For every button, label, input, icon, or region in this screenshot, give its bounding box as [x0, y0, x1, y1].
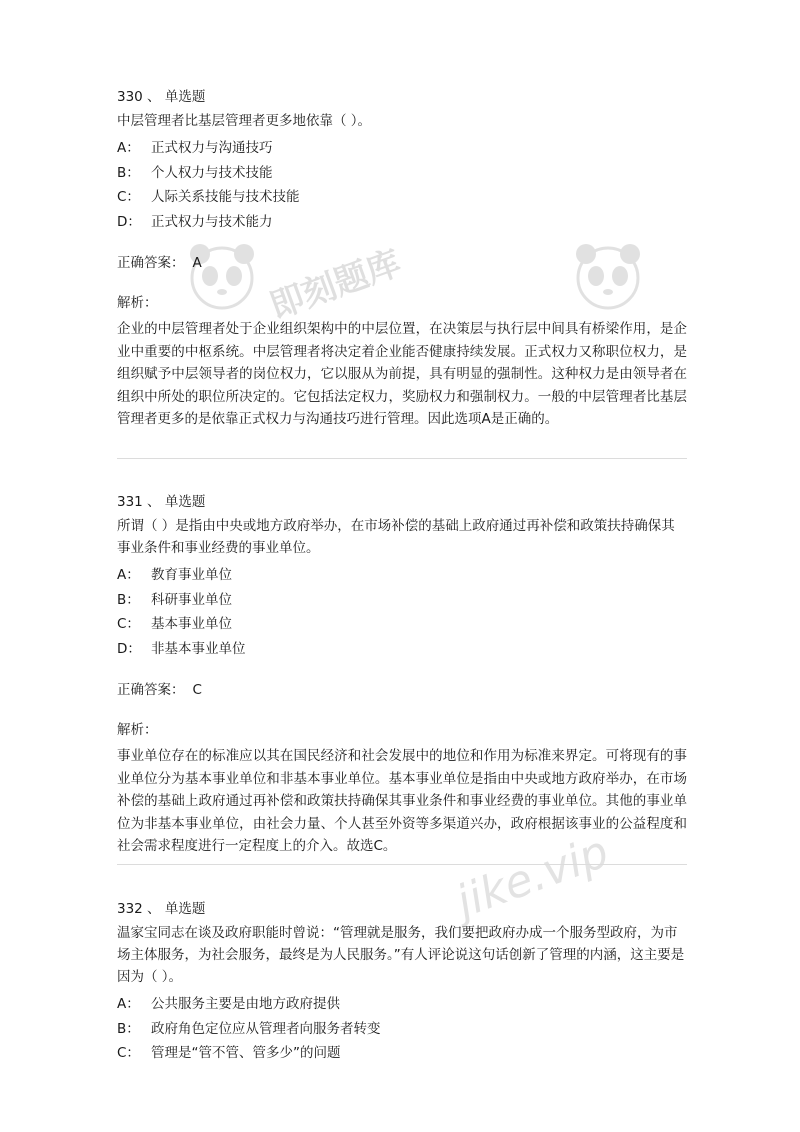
- option-c: C： 管理是“管不管、管多少”的问题: [117, 1045, 341, 1061]
- analysis-label: 解析：: [117, 295, 158, 311]
- option-a: A： 正式权力与沟通技巧: [117, 140, 273, 156]
- option-b: B： 科研事业单位: [117, 591, 232, 608]
- question-header: 330 、 单选题: [117, 89, 206, 105]
- question-stem: 所谓（ ）是指由中央或地方政府举办，在市场补偿的基础上政府通过再补偿和政策扶持确保其事业条件和事业经费的事业单位。: [117, 518, 675, 556]
- question-header: 331 、 单选题: [117, 494, 206, 510]
- option-b: B： 个人权力与技术技能: [117, 164, 273, 181]
- divider: [117, 864, 687, 865]
- watermark-brand: 即刻题库: [264, 243, 407, 328]
- question-stem: 温家宝同志在谈及政府职能时曾说：“管理就是服务，我们要把政府办成一个服务型政府，为市场主体服务，为社会服务，最终是为人民服务。”有人评论说这句话创新了管理的内涵，这主要是因为（ ）。: [117, 925, 685, 985]
- watermark-url: jike.vip: [450, 826, 616, 928]
- analysis-label: 解析：: [117, 722, 158, 738]
- question-stem: 中层管理者比基层管理者更多地依靠（ ）。: [117, 113, 372, 129]
- option-d: D： 非基本事业单位: [117, 640, 246, 657]
- analysis-text: 企业的中层管理者处于企业组织架构中的中层位置，在决策层与执行层中间具有桥梁作用，是企业中重要的中枢系统。中层管理者将决定着企业能否健康持续发展。正式权力又称职位权力，是组织赋予中层领导者的岗位权力，它以服从为前提，具有明显的强制性。这种权力是由领导者在组织中所处的职位所决定的。它包括法定权力，奖励权力和强制权力。一般的中层管理者比基层管理者更多的是依靠正式权力与沟通技巧进行管理。因此选项A是正确的。: [117, 321, 687, 427]
- option-a: A： 公共服务主要是由地方政府提供: [117, 996, 340, 1012]
- option-d: D： 正式权力与技术能力: [117, 213, 273, 230]
- correct-answer: 正确答案： A: [117, 255, 202, 271]
- question-header: 332 、 单选题: [117, 901, 206, 917]
- question-331: [117, 491, 687, 858]
- divider: [117, 458, 687, 459]
- analysis-text: 事业单位存在的标准应以其在国民经济和社会发展中的地位和作用为标准来界定。可将现有的事业单位分为基本事业单位和非基本事业单位。基本事业单位是指由中央或地方政府举办，在市场补偿的基础上政府通过再补偿和政策扶持确保其事业条件和事业经费的事业单位。其他的事业单位为非基本事业单位，由社会力量、个人甚至外资等多渠道兴办，政府根据该事业的公益程度和社会需求程度进行一定程度上的介入。故选C。: [117, 748, 687, 854]
- option-a: A： 教育事业单位: [117, 567, 232, 583]
- question-332: [117, 898, 687, 1066]
- correct-answer: 正确答案： C: [117, 682, 202, 698]
- option-c: C： 基本事业单位: [117, 616, 232, 632]
- option-b: B： 政府角色定位应从管理者向服务者转变: [117, 1020, 381, 1037]
- option-c: C： 人际关系技能与技术技能: [117, 189, 300, 205]
- question-330: [117, 86, 687, 431]
